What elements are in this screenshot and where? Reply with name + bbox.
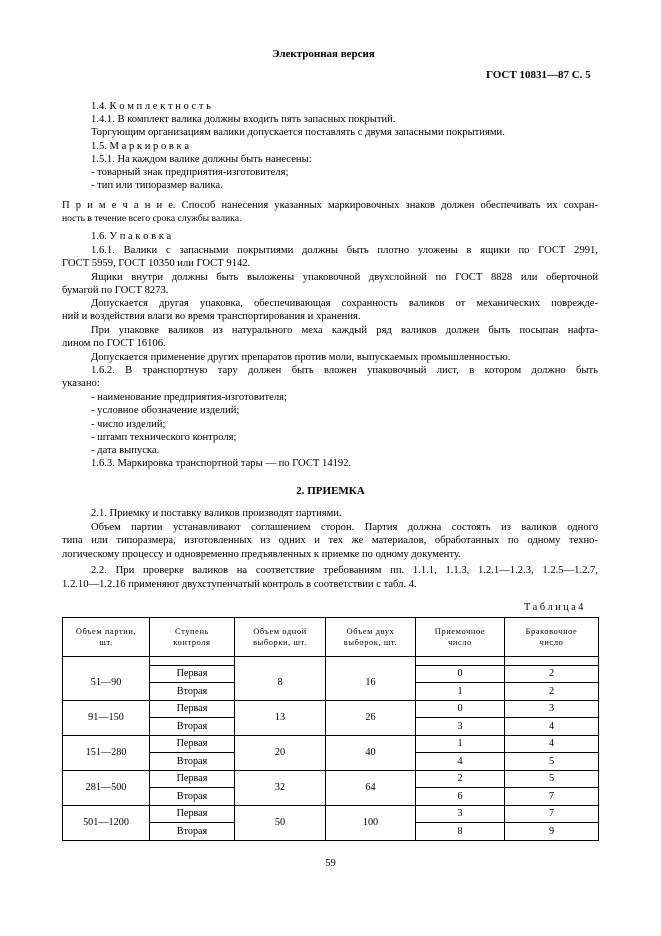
sheet-item: - число изделий; — [91, 419, 166, 430]
paragraph-1-6-2: 1.6.2. В транспортную тару должен быть вложен упаковочный лист, в котором должно быть — [91, 365, 598, 376]
double-sample-cell: 40 — [326, 735, 416, 770]
rejection-cell: 7 — [505, 788, 599, 806]
stage-cell: Вторая — [150, 683, 235, 701]
lot-size-cell: 51—90 — [63, 665, 150, 700]
table-row — [63, 770, 599, 788]
acceptance-cell: 3 — [416, 805, 505, 823]
stage-cell: Первая — [150, 735, 235, 753]
edition-label: Электронная версия — [272, 48, 375, 60]
stage-cell: Первая — [150, 700, 235, 718]
paragraph-2-2: 2.2. При проверке валиков на соответствие требованиям пп. 1.1.1, 1.1.3, 1.2.1—1.2.3, 1.2.5—1.2.7, — [91, 565, 598, 576]
marking-heading: 1.5. М а р к и р о в к а — [91, 141, 190, 152]
paragraph-1-6-1-b: Ящики внутри должны быть выложены упаковочной двухслойной по ГОСТ 8828 или оберточной — [91, 272, 598, 283]
single-sample-cell: 20 — [235, 735, 326, 770]
column-header: Ступень контроля — [150, 618, 235, 657]
page-number: 59 — [325, 858, 336, 869]
paragraph-1-6-1: 1.6.1. Валики с запасными покрытиями должны быть плотно уложены в ящики по ГОСТ 2991, — [91, 245, 598, 256]
paragraph-1-6-1-b-cont: бумагой по ГОСТ 8273. — [62, 285, 169, 296]
acceptance-cell: 3 — [416, 718, 505, 736]
paragraph-1-6-1-e: Допускается применение других препаратов против моли, выпускаемых промышленностью. — [91, 352, 511, 363]
table-row — [63, 805, 599, 823]
stage-cell: Вторая — [150, 718, 235, 736]
note-line: П р и м е ч а н и е. Способ нанесения указанных маркировочных знаков должен обеспечивать их сохран- — [62, 200, 598, 211]
single-sample-cell: 32 — [235, 770, 326, 805]
column-header: Объем двух выборок, шт. — [326, 618, 416, 657]
table-caption: Т а б л и ц а 4 — [524, 602, 584, 613]
paragraph-1-5-1: 1.5.1. На каждом валике должны быть нанесены: — [91, 154, 312, 165]
packing-heading: 1.6. У п а к о в к а — [91, 231, 172, 242]
paragraph-2-1-b-cont: типа или типоразмера, изготовленных из одних и тех же материалов, обработанных по одному техно- — [62, 535, 598, 546]
column-header: Браковочное число — [505, 618, 599, 657]
paragraph-1-4-1: 1.4.1. В комплект валика должны входить пять запасных покрытий. — [91, 114, 396, 125]
sampling-table — [62, 617, 599, 841]
acceptance-cell: 8 — [416, 823, 505, 841]
column-header: Объем партии, шт. — [63, 618, 150, 657]
rejection-cell: 5 — [505, 753, 599, 771]
sheet-item: - дата выпуска. — [91, 445, 160, 456]
rejection-cell: 9 — [505, 823, 599, 841]
stage-cell: Первая — [150, 770, 235, 788]
rejection-cell: 7 — [505, 805, 599, 823]
paragraph-1-6-2-cont: указано: — [62, 378, 100, 389]
acceptance-cell: 4 — [416, 753, 505, 771]
double-sample-cell: 64 — [326, 770, 416, 805]
paragraph-1-6-1-c: Допускается другая упаковка, обеспечивающая сохранность валиков от механических поврежде- — [91, 298, 598, 309]
stage-cell: Первая — [150, 665, 235, 683]
sheet-item: - условное обозначение изделий; — [91, 405, 240, 416]
stage-cell: Первая — [150, 805, 235, 823]
acceptance-cell: 2 — [416, 770, 505, 788]
column-header: Приемочное число — [416, 618, 505, 657]
acceptance-cell: 0 — [416, 700, 505, 718]
table-row — [63, 735, 599, 753]
sheet-item: - наименование предприятия-изготовителя; — [91, 392, 287, 403]
single-sample-cell: 50 — [235, 805, 326, 840]
table-row — [63, 665, 599, 683]
single-sample-cell: 8 — [235, 665, 326, 700]
column-header: Объем одной выборки, шт. — [235, 618, 326, 657]
acceptance-cell: 0 — [416, 665, 505, 683]
section-2-title: 2. ПРИЕМКА — [296, 485, 365, 497]
standard-page-header: ГОСТ 10831—87 С. 5 — [486, 69, 591, 81]
marking-item: - тип или типоразмер валика. — [91, 180, 223, 191]
paragraph-1-6-3: 1.6.3. Маркировка транспортной тары — по ГОСТ 14192. — [91, 458, 352, 469]
paragraph-2-2-cont: 1.2.10—1.2.16 применяют двухступенчатый контроль в соответствии с табл. 4. — [62, 579, 417, 590]
stage-cell: Вторая — [150, 823, 235, 841]
paragraph-2-1-b: Объем партии устанавливают соглашением сторон. Партия должна состоять из валиков одного — [91, 522, 598, 533]
paragraph-1-6-1-cont: ГОСТ 5959, ГОСТ 10350 или ГОСТ 9142. — [62, 258, 251, 269]
paragraph-2-1: 2.1. Приемку и поставку валиков производят партиями. — [91, 508, 342, 519]
single-sample-cell: 13 — [235, 700, 326, 735]
sheet-item: - штамп технического контроля; — [91, 432, 237, 443]
rejection-cell: 4 — [505, 718, 599, 736]
double-sample-cell: 26 — [326, 700, 416, 735]
lot-size-cell: 501—1200 — [63, 805, 150, 840]
double-sample-cell: 16 — [326, 665, 416, 700]
table-row — [63, 700, 599, 718]
rejection-cell: 5 — [505, 770, 599, 788]
paragraph-1-6-1-d-cont: лином по ГОСТ 16106. — [62, 338, 166, 349]
acceptance-cell: 6 — [416, 788, 505, 806]
double-sample-cell: 100 — [326, 805, 416, 840]
paragraph-1-4-1-b: Торгующим организациям валики допускается поставлять с двумя запасными покрытиями. — [91, 127, 505, 138]
rejection-cell: 2 — [505, 683, 599, 701]
lot-size-cell: 91—150 — [63, 700, 150, 735]
note-line: ность в течение всего срока службы валика. — [62, 213, 242, 224]
rejection-cell: 2 — [505, 665, 599, 683]
stage-cell: Вторая — [150, 753, 235, 771]
acceptance-cell: 1 — [416, 735, 505, 753]
paragraph-1-6-1-c-cont: ний и воздействия влаги во время транспортирования и хранения. — [62, 311, 361, 322]
paragraph-1-6-1-d: При упаковке валиков из натурального меха каждый ряд валиков должен быть посыпан нафта- — [91, 325, 598, 336]
lot-size-cell: 281—500 — [63, 770, 150, 805]
lot-size-cell: 151—280 — [63, 735, 150, 770]
stage-cell: Вторая — [150, 788, 235, 806]
completeness-heading: 1.4. К о м п л е к т н о с т ь — [91, 101, 211, 112]
rejection-cell: 3 — [505, 700, 599, 718]
marking-item: - товарный знак предприятия-изготовителя; — [91, 167, 289, 178]
rejection-cell: 4 — [505, 735, 599, 753]
acceptance-cell: 1 — [416, 683, 505, 701]
paragraph-2-1-b-cont: логическому процессу и одновременно предъявленных к приемке по одному документу. — [62, 549, 461, 560]
